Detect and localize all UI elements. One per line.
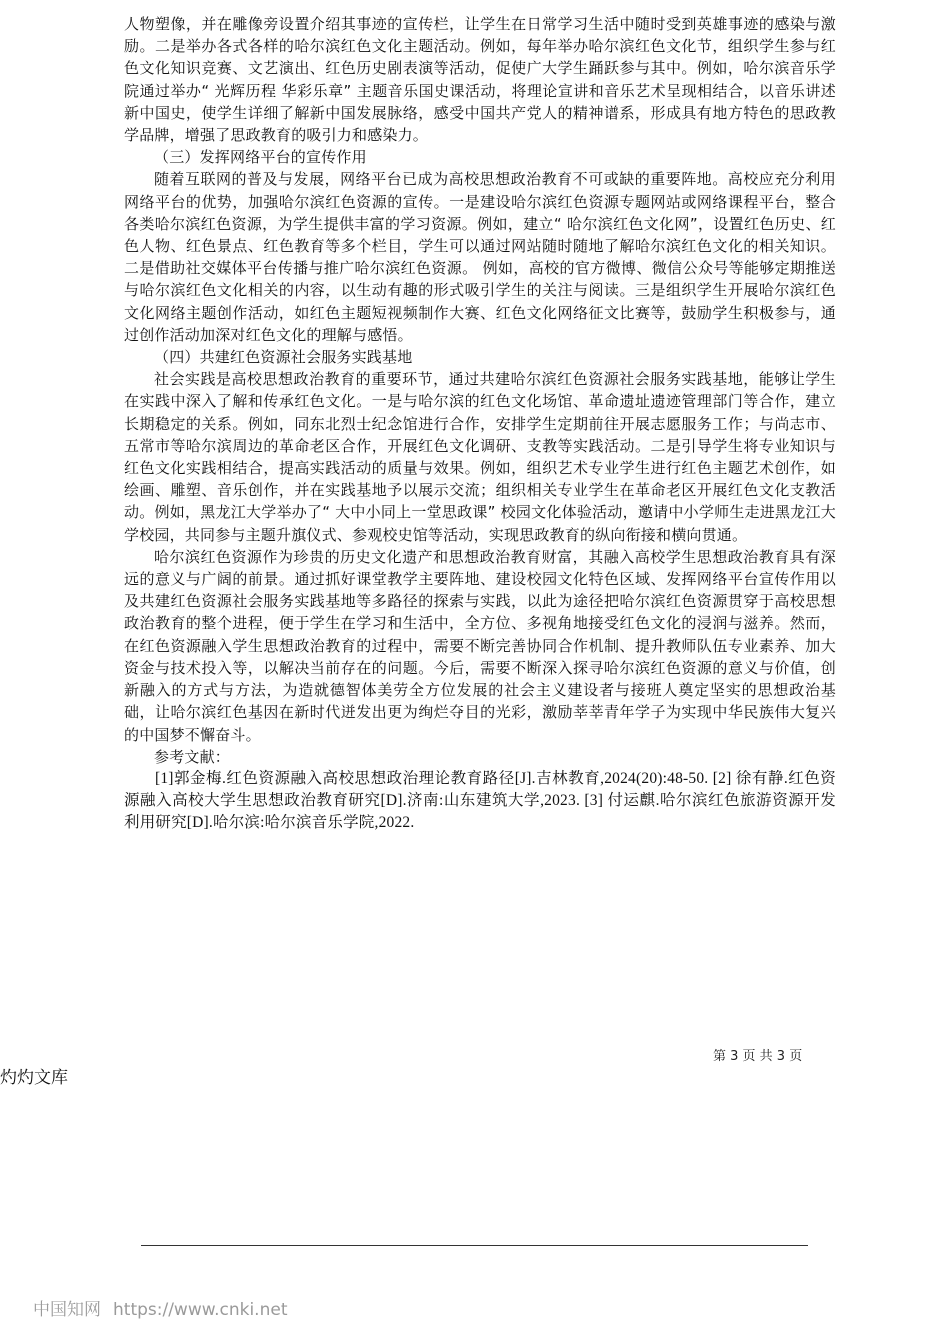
watermark-site-name: 中国知网 (33, 1300, 101, 1320)
section-heading-practice-base: （四）共建红色资源社会服务实践基地 (154, 348, 413, 367)
references-heading: 参考文献： (154, 747, 231, 766)
library-name: 灼灼文库 (0, 1068, 68, 1088)
references-list: [1]郭金梅.红色资源融入高校思想政治理论教育路径[J].吉林教育,2024(20):48-50. [2] 徐有静.红色资源融入高校大学生思想政治教育研究[D].济南:山东建筑大学,2023. [3] 付运麒.哈尔滨红色旅游资源开发利用研究[D].哈尔滨:哈尔滨音乐学院,2022. (124, 769, 836, 832)
footer-divider (141, 1245, 808, 1246)
paragraph-campus-culture-end: 人物塑像，并在雕像旁设置介绍其事迹的宣传栏，让学生在日常学习生活中随时受到英雄事迹的感染与激励。二是举办各式各样的哈尔滨红色文化主题活动。例如，每年举办哈尔滨红色文化节，组织学生参与红色文化知识竞赛、文艺演出、红色历史剧表演等活动，促使广大学生踊跃参与其中。例如，哈尔滨音乐学院通过举办“ 光辉历程 华彩乐章” 主题音乐国史课活动，将理论宣讲和音乐艺术呈现相结合，以音乐讲述新中国史，使学生详细了解新中国发展脉络，感受中国共产党人的精神谱系，形成具有地方特色的思政教学品牌，增强了思政教育的吸引力和感染力。 (124, 15, 836, 145)
cnki-watermark (33, 1295, 287, 1320)
article-body (124, 13, 836, 835)
paragraph-network-platform: 随着互联网的普及与发展，网络平台已成为高校思想政治教育不可或缺的重要阵地。高校应充分利用网络平台的优势，加强哈尔滨红色资源的宣传。一是建设哈尔滨红色资源专题网站或网络课程平台，整合各类哈尔滨红色资源，为学生提供丰富的学习资源。例如，建立“ 哈尔滨红色文化网”，设置红色历史、红色人物、红色景点、红色教育等多个栏目，学生可以通过网站随时随地了解哈尔滨红色文化的相关知识。 二是借助社交媒体平台传播与推广哈尔滨红色资源。 例如，高校的官方微博、微信公众号等能够定期推送与哈尔滨红色文化相关的内容，以生动有趣的形式吸引学生的关注与阅读。三是组织学生开展哈尔滨红色文化网络主题创作活动，如红色主题短视频制作大赛、红色文化网络征文比赛等，鼓励学生积极参与，通过创作活动加深对红色文化的理解与感悟。 (124, 170, 836, 344)
section-heading-network-platform: （三）发挥网络平台的宣传作用 (154, 148, 367, 167)
paragraph-conclusion: 哈尔滨红色资源作为珍贵的历史文化遗产和思想政治教育财富，其融入高校学生思想政治教育具有深远的意义与广阔的前景。通过抓好课堂教学主要阵地、建设校园文化特色区域、发挥网络平台宣传作用以及共建红色资源社会服务实践基地等多路径的探索与实践，以此为途径把哈尔滨红色资源贯穿于高校思想政治教育的整个进程，便于学生在学习和生活中，全方位、多视角地接受红色文化的浸润与滋养。然而，在红色资源融入学生思想政治教育的过程中，需要不断完善协同合作机制、提升教师队伍专业素养、加大资金与技术投入等，以解决当前存在的问题。今后，需要不断深入探寻哈尔滨红色资源的意义与价值，创新融入的方式与方法，为造就德智体美劳全方位发展的社会主义建设者与接班人奠定坚实的思想政治基础，让哈尔滨红色基因在新时代迸发出更为绚烂夺目的光彩，激励莘莘青年学子为实现中华民族伟大复兴的中国梦不懈奋斗。 (124, 547, 836, 744)
page-number: 第 3 页 共 3 页 (713, 1049, 803, 1064)
watermark-url[interactable]: https://www.cnki.net (113, 1300, 288, 1320)
paragraph-practice-base: 社会实践是高校思想政治教育的重要环节，通过共建哈尔滨红色资源社会服务实践基地，能够让学生在实践中深入了解和传承红色文化。一是与哈尔滨的红色文化场馆、革命遗址遗迹管理部门等合作，建立长期稳定的关系。例如，同东北烈士纪念馆进行合作，安排学生定期前往开展志愿服务工作；与尚志市、五常市等哈尔滨周边的革命老区合作，开展红色文化调研、支教等实践活动。二是引导学生将专业知识与红色文化实践相结合，提高实践活动的质量与效果。例如，组织艺术专业学生进行红色主题艺术创作，如绘画、雕塑、音乐创作，并在实践基地予以展示交流；组织相关专业学生在革命老区开展红色文化支教活动。例如，黑龙江大学举办了“ 大中小同上一堂思政课” 校园文化体验活动，邀请中小学师生走进黑龙江大学校园，共同参与主题升旗仪式、参观校史馆等活动，实现思政教育的纵向衔接和横向贯通。 (124, 370, 836, 544)
